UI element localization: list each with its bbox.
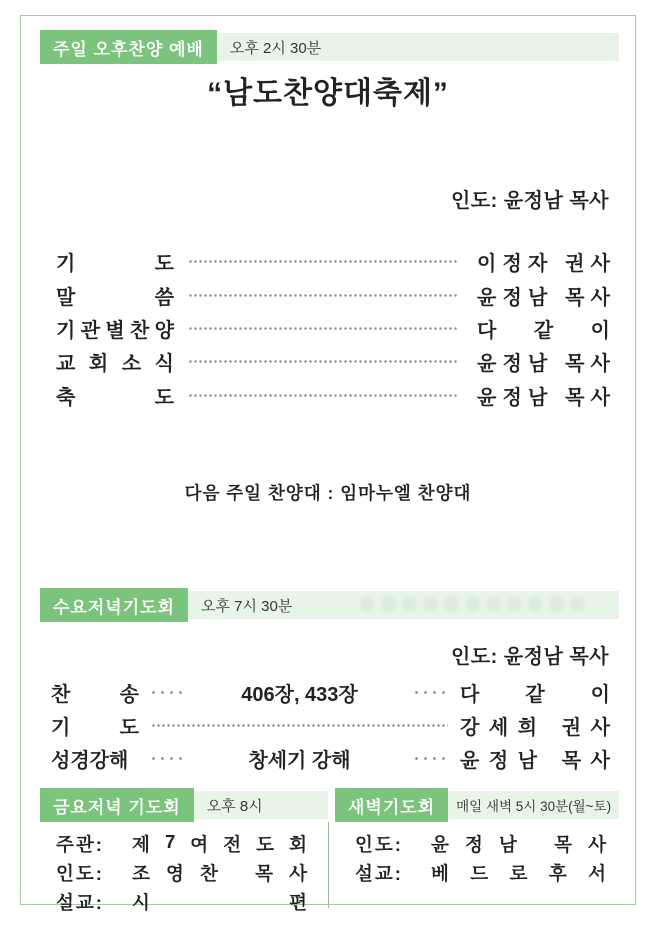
wednesday-leader: 인도: 윤정남 목사: [450, 646, 609, 668]
dawn-detail-list: [355, 829, 627, 887]
program-item-label: 기 도: [56, 253, 174, 276]
dotted-leader: [188, 360, 459, 363]
program-row: [56, 345, 610, 378]
detail-label: 설교:: [56, 891, 104, 913]
dawn-section-header: [335, 788, 619, 822]
dawn-time-band: [448, 791, 619, 819]
program-row: [51, 742, 610, 775]
detail-value: 제 7 여 전 도 회: [132, 830, 307, 855]
bulletin-sheet: [20, 15, 636, 913]
program-person: 윤 정 남 목 사: [477, 386, 610, 409]
detail-row: [355, 829, 627, 858]
program-person: 윤 정 남 목 사: [477, 286, 610, 309]
detail-row: [56, 829, 321, 858]
dotted-leader: [412, 691, 450, 694]
program-row: [56, 245, 610, 278]
program-row: [56, 278, 610, 311]
sermon-series: 창세기 강해: [248, 750, 351, 772]
friday-detail-list: [56, 829, 321, 916]
detail-row: [355, 858, 627, 887]
event-title: “남도찬양대축제”: [207, 77, 449, 110]
program-row: [56, 379, 610, 412]
detail-label: 설교:: [355, 862, 403, 884]
program-item-label: 말 씀: [56, 286, 174, 309]
detail-value: 시 편: [132, 891, 307, 913]
program-person: 다 같 이: [460, 684, 610, 706]
dotted-leader: [149, 757, 187, 760]
dotted-leader: [188, 260, 459, 263]
dotted-leader: [412, 757, 450, 760]
program-person: 이 정 자 권 사: [477, 253, 610, 276]
friday-time: 오후 8시: [206, 797, 263, 815]
program-row: [56, 312, 610, 345]
program-row: [51, 676, 610, 709]
program-item-label: 성경강해: [51, 750, 129, 772]
sunday-program-list: [56, 245, 610, 412]
dawn-badge: 새벽기도회: [335, 788, 448, 822]
wednesday-badge: 수요저녁기도회: [40, 588, 188, 622]
dotted-leader: [151, 724, 448, 727]
detail-label: 인도:: [56, 862, 104, 884]
sunday-leader: 인도: 윤정남 목사: [450, 190, 609, 212]
program-item-label: 기 도: [51, 717, 139, 739]
detail-label: 주관:: [56, 833, 104, 855]
detail-value: 윤 정 남 목 사: [431, 833, 606, 855]
program-person: 강 세 희 권 사: [460, 717, 610, 739]
sunday-badge: 주일 오후찬양 예배: [40, 30, 217, 64]
dotted-leader: [149, 691, 187, 694]
detail-value: 조 영 찬 목 사: [132, 862, 307, 884]
wednesday-section-header: [40, 588, 619, 622]
dawn-time: 매일 새벽 5시 30분(월~토): [456, 799, 612, 814]
program-person: 윤 정 남 목 사: [477, 353, 610, 376]
sunday-time-band: [217, 33, 619, 61]
sunday-time: 오후 2시 30분: [229, 39, 322, 57]
hymn-numbers: 406장, 433장: [241, 684, 358, 706]
detail-row: [56, 858, 321, 887]
friday-time-band: [194, 791, 328, 819]
wednesday-time-band: [188, 591, 619, 619]
program-row: [51, 709, 610, 742]
friday-section-header: [40, 788, 328, 822]
program-item-label: 기 관 별 찬 양: [56, 319, 174, 342]
dotted-leader: [188, 294, 459, 297]
detail-value: 베 드 로 후 서: [431, 862, 606, 884]
program-person: 윤 정 남 목 사: [460, 750, 610, 772]
detail-row: [56, 887, 321, 916]
column-divider: [328, 822, 329, 908]
friday-badge: 금요저녁 기도회: [40, 788, 194, 822]
wednesday-program-list: [51, 676, 610, 775]
wednesday-time: 오후 7시 30분: [200, 597, 293, 615]
program-person: 다 같 이: [477, 319, 610, 342]
dotted-leader: [188, 394, 459, 397]
dotted-leader: [188, 327, 459, 330]
next-choir-notice: 다음 주일 찬양대 : 임마누엘 찬양대: [184, 483, 472, 503]
program-item-label: 찬 송: [51, 684, 139, 706]
program-item-label: 교 회 소 식: [56, 353, 174, 376]
sunday-section-header: [40, 30, 619, 64]
paper-bleed-ghost: [361, 597, 591, 611]
program-item-label: 축 도: [56, 386, 174, 409]
detail-label: 인도:: [355, 833, 403, 855]
